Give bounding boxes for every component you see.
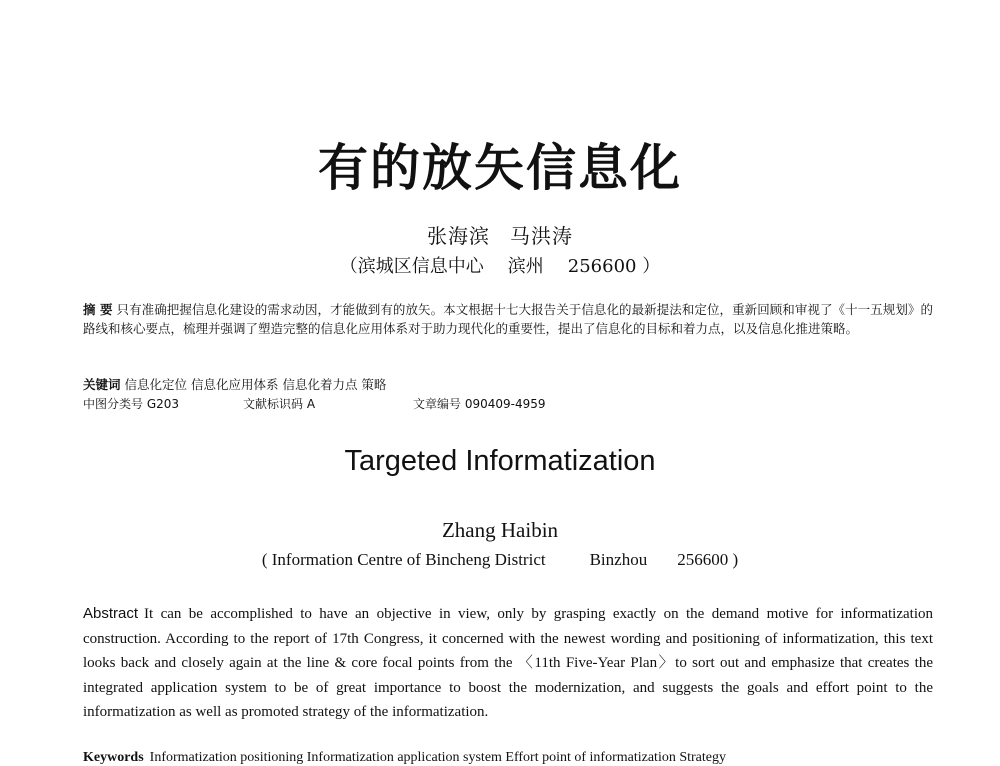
paper-title-chinese: 有的放矢信息化 <box>318 139 682 197</box>
abstract-en-label: Abstract <box>83 605 139 622</box>
clc-number: 中图分类号 G203 <box>83 397 180 411</box>
abstract-english <box>83 602 933 725</box>
authors-chinese <box>0 220 1000 249</box>
keywords-cn-label: 关键词 <box>83 377 121 392</box>
affiliation-cn-org: （滨城区信息中心 <box>339 256 484 277</box>
keywords-cn-text: 信息化定位 信息化应用体系 信息化着力点 策略 <box>124 377 387 392</box>
affiliation-en-postcode: 256600 ) <box>677 550 739 569</box>
abstract-en-text: It can be accomplished to have an objective in view, only by grasping exactly on the demand motive for informatization construction. According to the report of 17th Congress, it concerned with the newest wording and positioning of informatization, this text looks back and closely again at the line & core focal points from the 〈11th Five-Year Plan〉to sort out and emphasize that creates the integrated application system to be of great importance to boost the modernization, and suggests the goals and effort point to the informatization as well as promoted strategy of the informatization. <box>83 606 933 721</box>
keywords-chinese <box>83 375 933 394</box>
affiliation-cn-postcode: 256600 ） <box>567 256 661 277</box>
author-cn-1: 张海滨 <box>427 224 490 248</box>
abstract-chinese <box>83 300 933 338</box>
paper-title-english: Targeted Informatization <box>344 445 656 477</box>
affiliation-en-city: Binzhou <box>589 550 648 569</box>
affiliation-cn-city: 滨州 <box>507 256 544 277</box>
affiliation-en-org: ( Information Centre of Bincheng District <box>261 550 546 569</box>
keywords-english <box>83 750 933 766</box>
document-code: 文献标识码 A <box>243 397 316 411</box>
keywords-en-text: Informatization positioning Informatization application system Effort point of informatization Strategy <box>149 750 726 765</box>
author-english: Zhang Haibin <box>441 518 559 542</box>
affiliation-chinese <box>0 252 1000 278</box>
abstract-cn-label: 摘 要 <box>83 302 113 317</box>
affiliation-english <box>0 550 1000 570</box>
author-cn-2: 马洪涛 <box>510 224 573 248</box>
article-number: 文章编号 090409-4959 <box>413 397 546 411</box>
classification-line <box>83 395 933 414</box>
keywords-en-label: Keywords <box>83 750 144 765</box>
abstract-cn-text: 只有准确把握信息化建设的需求动因，才能做到有的放矢。本文根据十七大报告关于信息化的最新提法和定位，重新回顾和审视了《十一五规划》的路线和核心要点，梳理并强调了塑造完整的信息化应用体系对于助力现代化的重要性，提出了信息化的目标和着力点，以及信息化推进策略。 <box>83 302 933 336</box>
